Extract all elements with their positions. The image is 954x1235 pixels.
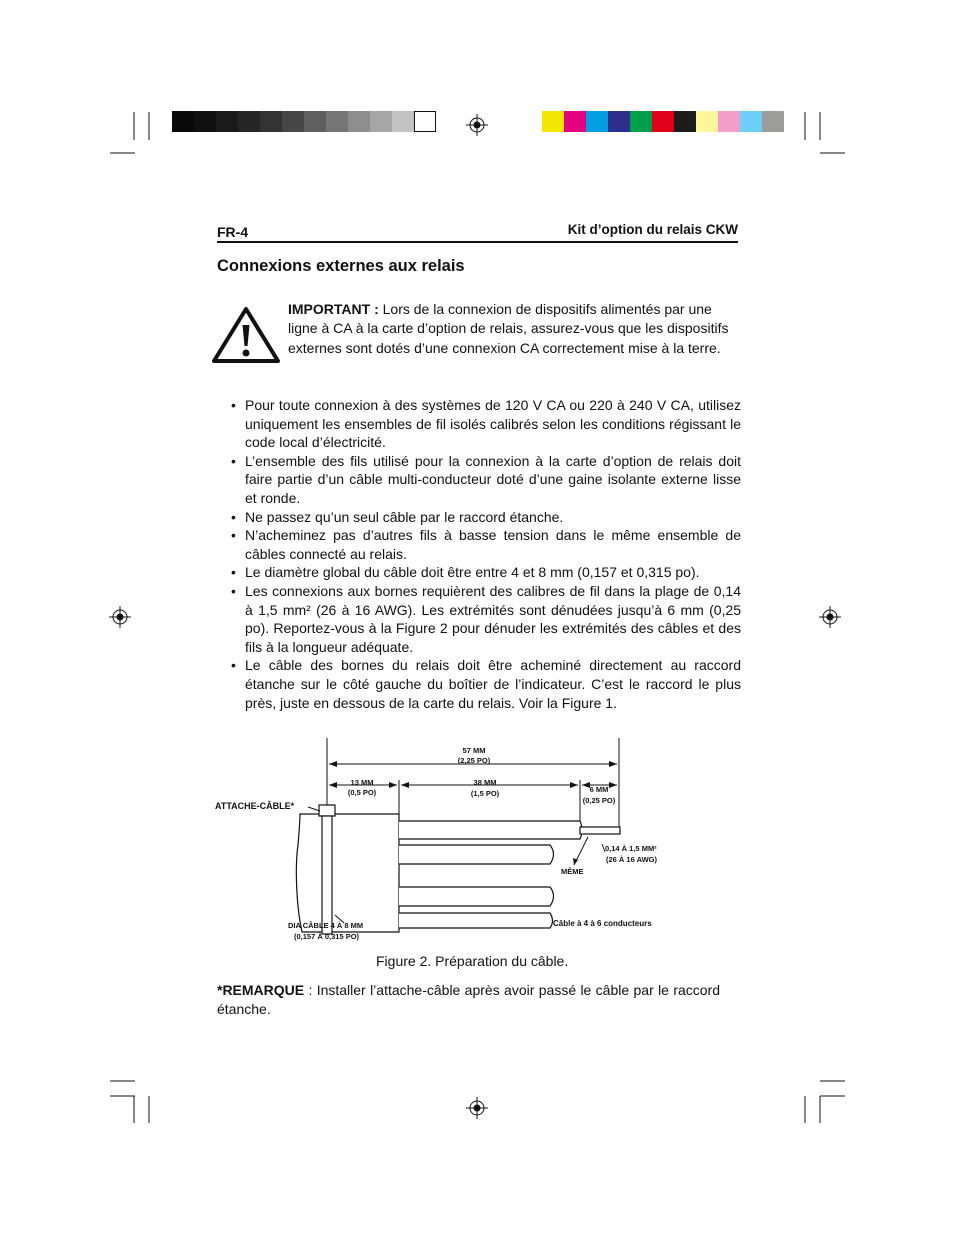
color-bar [542, 111, 784, 132]
list-item: • Le diamètre global du câble doit être entre 4 et 8 mm (0,157 et 0,315 po). [229, 563, 741, 582]
list-item: • Le câble des bornes du relais doit être acheminé directement au raccord étanche sur le côté gauche du boîtier de l’indicateur. C’est le raccord le plus près, juste en dessous de la carte du relais. Voir la Figure 1. [229, 656, 741, 712]
cable-preparation-figure [210, 735, 680, 945]
cable-tie-label: ATTACHE-CÂBLE* [215, 801, 295, 811]
remark-label: *REMARQUE [217, 982, 305, 998]
wire-gauge-awg-label: (26 À 16 AWG) [606, 855, 657, 864]
header-divider [217, 241, 738, 243]
figure-caption: Figure 2. Préparation du câble. [376, 953, 569, 969]
requirements-list [229, 396, 741, 712]
same-label: MÊME [561, 867, 584, 876]
remark-text: : Installer l’attache-câble après avoir passé le câble par le raccord étanche. [217, 982, 720, 1017]
warning-icon [211, 306, 281, 364]
dim-total-label: 57 MM [462, 746, 486, 755]
list-item: • L’ensemble des fils utilisé pour la connexion à la carte d’option de relais doit faire partie d’un câble multi-conducteur doté d’une gaine isolante externe lisse et ronde. [229, 452, 741, 508]
cable-diameter-inch-label: (0,157 À 0,315 PO) [294, 932, 360, 941]
dim-b-inch-label: (1,5 PO) [470, 789, 500, 798]
dim-a-inch-label: (0,5 PO) [347, 788, 377, 797]
cable-diameter-label: DIA CÂBLE 4 À 8 MM [288, 921, 364, 930]
wire-gauge-label: 0,14 À 1,5 MM² [605, 844, 657, 853]
conductor-count-label: Câble à 4 à 6 conducteurs [553, 919, 652, 928]
page-number: FR-4 [217, 224, 249, 240]
running-title: Kit d’option du relais CKW [567, 222, 738, 237]
dim-b-label: 38 MM [473, 778, 497, 787]
section-title: Connexions externes aux relais [217, 257, 465, 275]
list-item: • N’acheminez pas d’autres fils à basse tension dans le même ensemble de câbles connecté au relais. [229, 526, 741, 563]
dim-a-label: 13 MM [350, 778, 374, 787]
important-notice [288, 300, 733, 358]
dim-c-label: 6 MM [589, 785, 609, 794]
dim-c-inch-label: (0,25 PO) [582, 796, 616, 805]
dim-total-inch-label: (2,25 PO) [457, 756, 491, 765]
list-item: • Ne passez qu’un seul câble par le raccord étanche. [229, 508, 741, 527]
list-item: • Les connexions aux bornes requièrent des calibres de fil dans la plage de 0,14 à 1,5 mm² (26 à 16 AWG). Les extrémités sont dénudées jusqu’à 6 mm (0,25 po). Reportez-vous à la Figure 2 pour dénuder les extrémités des câbles et des fils à la longueur adéquate. [229, 582, 741, 656]
important-label: IMPORTANT : [288, 301, 379, 317]
grayscale-bar [172, 111, 436, 132]
registration-target-icon [466, 114, 488, 136]
important-text: Lors de la connexion de dispositifs alimentés par une ligne à CA à la carte d’option de relais, assurez-vous que les dispositifs externes sont dotés d’une connexion CA correctement mise à la terre. [288, 301, 729, 356]
remark-note [217, 981, 720, 1018]
list-item: • Pour toute connexion à des systèmes de 120 V CA ou 220 à 240 V CA, utilisez uniquement les ensembles de fil isolés calibrés selon les conditions régissant le code local d’électricité. [229, 396, 741, 452]
